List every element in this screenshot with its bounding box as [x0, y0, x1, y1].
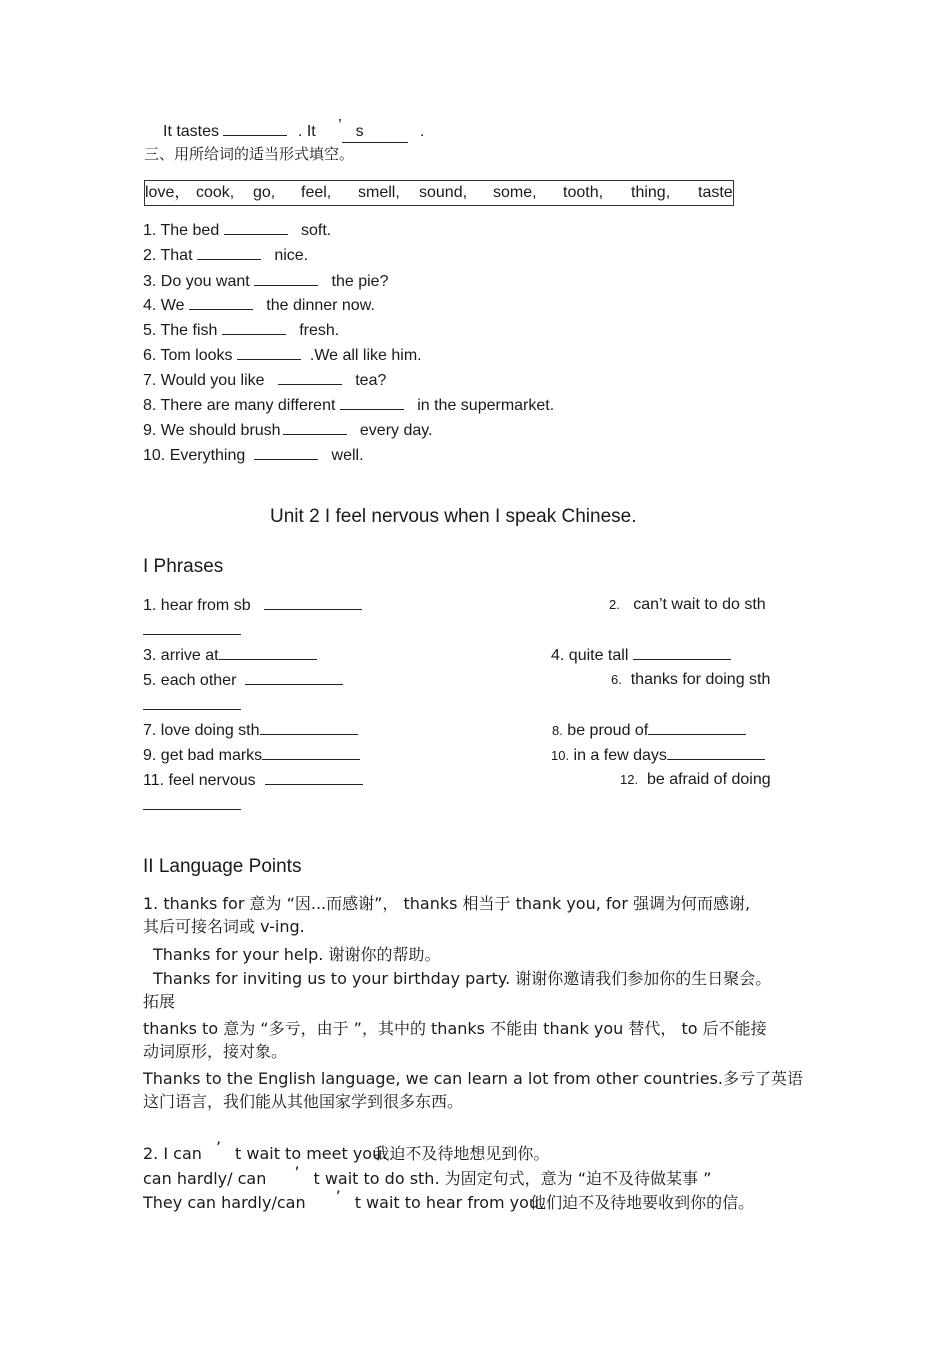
answer-blank-s[interactable]: s — [342, 122, 408, 143]
phrases-heading: I Phrases — [143, 556, 224, 577]
word-box-item: love， — [145, 184, 191, 201]
top-line-apostrophe: ’ — [338, 117, 342, 134]
word-box-item: thing, — [631, 184, 671, 201]
word-box-item: tooth, — [563, 184, 604, 201]
lp1-line-3: thanks to 意为 “多亏，由于 ”，其中的 thanks 不能由 thank you 替代， to 后不能接 — [143, 1019, 767, 1038]
lp1-extension-label: 拓展 — [143, 992, 176, 1011]
answer-blank[interactable] — [237, 345, 301, 360]
answer-blank[interactable] — [197, 245, 261, 260]
phrase-4: 4. quite tall — [551, 645, 731, 666]
phrase-6-blank — [143, 695, 241, 716]
answer-blank[interactable] — [224, 220, 288, 235]
phrase-8: 8. be proud of — [552, 720, 746, 741]
lp1-line-2: 其后可接名词或 v-ing. — [143, 917, 305, 936]
answer-blank[interactable] — [254, 445, 318, 460]
answer-blank[interactable] — [254, 271, 318, 286]
fill-item: 7. Would you like tea? — [143, 372, 387, 389]
phrase-7: 7. love doing sth — [143, 720, 358, 741]
lp1-example-4: 这门语言，我们能从其他国家学到很多东西。 — [143, 1092, 464, 1111]
lp2-line-3: They can hardly/can ’ t wait to hear from you.他们迫不及待地要收到你的信。 — [143, 1187, 755, 1212]
unit-title: Unit 2 I feel nervous when I speak Chinese. — [270, 506, 637, 527]
word-box-item: go, — [253, 184, 276, 201]
answer-blank[interactable] — [143, 620, 241, 635]
lp1-example-3: Thanks to the English language, we can learn a lot from other countries.多亏了英语 — [143, 1069, 803, 1088]
answer-blank[interactable] — [260, 720, 358, 735]
phrase-12-blank — [143, 795, 241, 816]
lp1-example-2: Thanks for inviting us to your birthday party. 谢谢你邀请我们参加你的生日聚会。 — [153, 969, 772, 988]
phrase-5: 5. each other — [143, 670, 343, 691]
answer-blank[interactable] — [222, 320, 286, 335]
phrase-2-blank — [143, 620, 241, 641]
phrase-10: 10. in a few days — [551, 745, 765, 766]
lp2-line-2: can hardly/ can ’ t wait to do sth. 为固定句式，意为 “迫不及待做某事 ” — [143, 1163, 712, 1188]
answer-blank[interactable] — [264, 595, 362, 610]
answer-blank[interactable] — [633, 645, 731, 660]
top-line — [163, 117, 425, 143]
answer-blank[interactable] — [143, 795, 241, 810]
phrase-3: 3. arrive at — [143, 645, 317, 666]
word-box-item: some, — [493, 184, 537, 201]
word-box-item: cook, — [196, 184, 235, 201]
phrase-11: 11. feel nervous — [143, 770, 363, 791]
answer-blank[interactable] — [340, 395, 404, 410]
word-box — [144, 180, 734, 206]
phrase-12: 12. be afraid of doing — [620, 771, 771, 788]
fill-item: 3. Do you want the pie? — [143, 273, 389, 290]
fill-item: 8. There are many different in the supermarket. — [143, 397, 555, 414]
top-line-text-a: It tastes — [163, 123, 220, 140]
fill-item: 2. That nice. — [143, 247, 309, 264]
fill-item: 4. We the dinner now. — [143, 297, 375, 314]
phrase-2: 2. can’t wait to do sth — [609, 596, 766, 613]
answer-blank[interactable] — [278, 370, 342, 385]
answer-blank[interactable] — [143, 695, 241, 710]
word-box-item: taste — [698, 184, 733, 201]
lp2-line-1: 2. I can ’ t wait to meet you.我迫不及待地想见到你。 — [143, 1138, 550, 1163]
lp1-line-1: 1. thanks for 意为 “因...而感谢”， thanks 相当于 thank you, for 强调为何而感谢, — [143, 894, 751, 913]
fill-item: 9. We should brush every day. — [143, 422, 433, 439]
section-3-title: 三、用所给词的适当形式填空。 — [144, 145, 355, 163]
fill-item: 5. The fish fresh. — [143, 322, 340, 339]
phrase-1: 1. hear from sb — [143, 595, 362, 616]
phrase-6: 6. thanks for doing sth — [611, 671, 771, 688]
fill-item: 10. Everything well. — [143, 447, 364, 464]
fill-item: 1. The bed soft. — [143, 222, 332, 239]
language-points-heading: II Language Points — [143, 856, 302, 877]
answer-blank[interactable] — [265, 770, 363, 785]
answer-blank[interactable] — [219, 645, 317, 660]
top-line-text-b: . It — [297, 123, 316, 140]
fill-item: 6. Tom looks .We all like him. — [143, 347, 422, 364]
answer-blank[interactable] — [189, 295, 253, 310]
answer-blank[interactable] — [262, 745, 360, 760]
answer-blank[interactable] — [245, 670, 343, 685]
answer-blank[interactable] — [648, 720, 746, 735]
word-box-item: feel, — [301, 184, 332, 201]
lp1-example-1: Thanks for your help. 谢谢你的帮助。 — [153, 945, 441, 964]
word-box-item: smell, — [358, 184, 400, 201]
lp1-line-4: 动词原形，接对象。 — [143, 1042, 288, 1061]
phrase-9: 9. get bad marks — [143, 745, 360, 766]
answer-blank[interactable] — [283, 420, 347, 435]
word-box-item: sound, — [419, 184, 468, 201]
answer-blank[interactable] — [667, 745, 765, 760]
answer-blank[interactable] — [223, 121, 287, 136]
top-line-text-e: . — [420, 123, 425, 140]
